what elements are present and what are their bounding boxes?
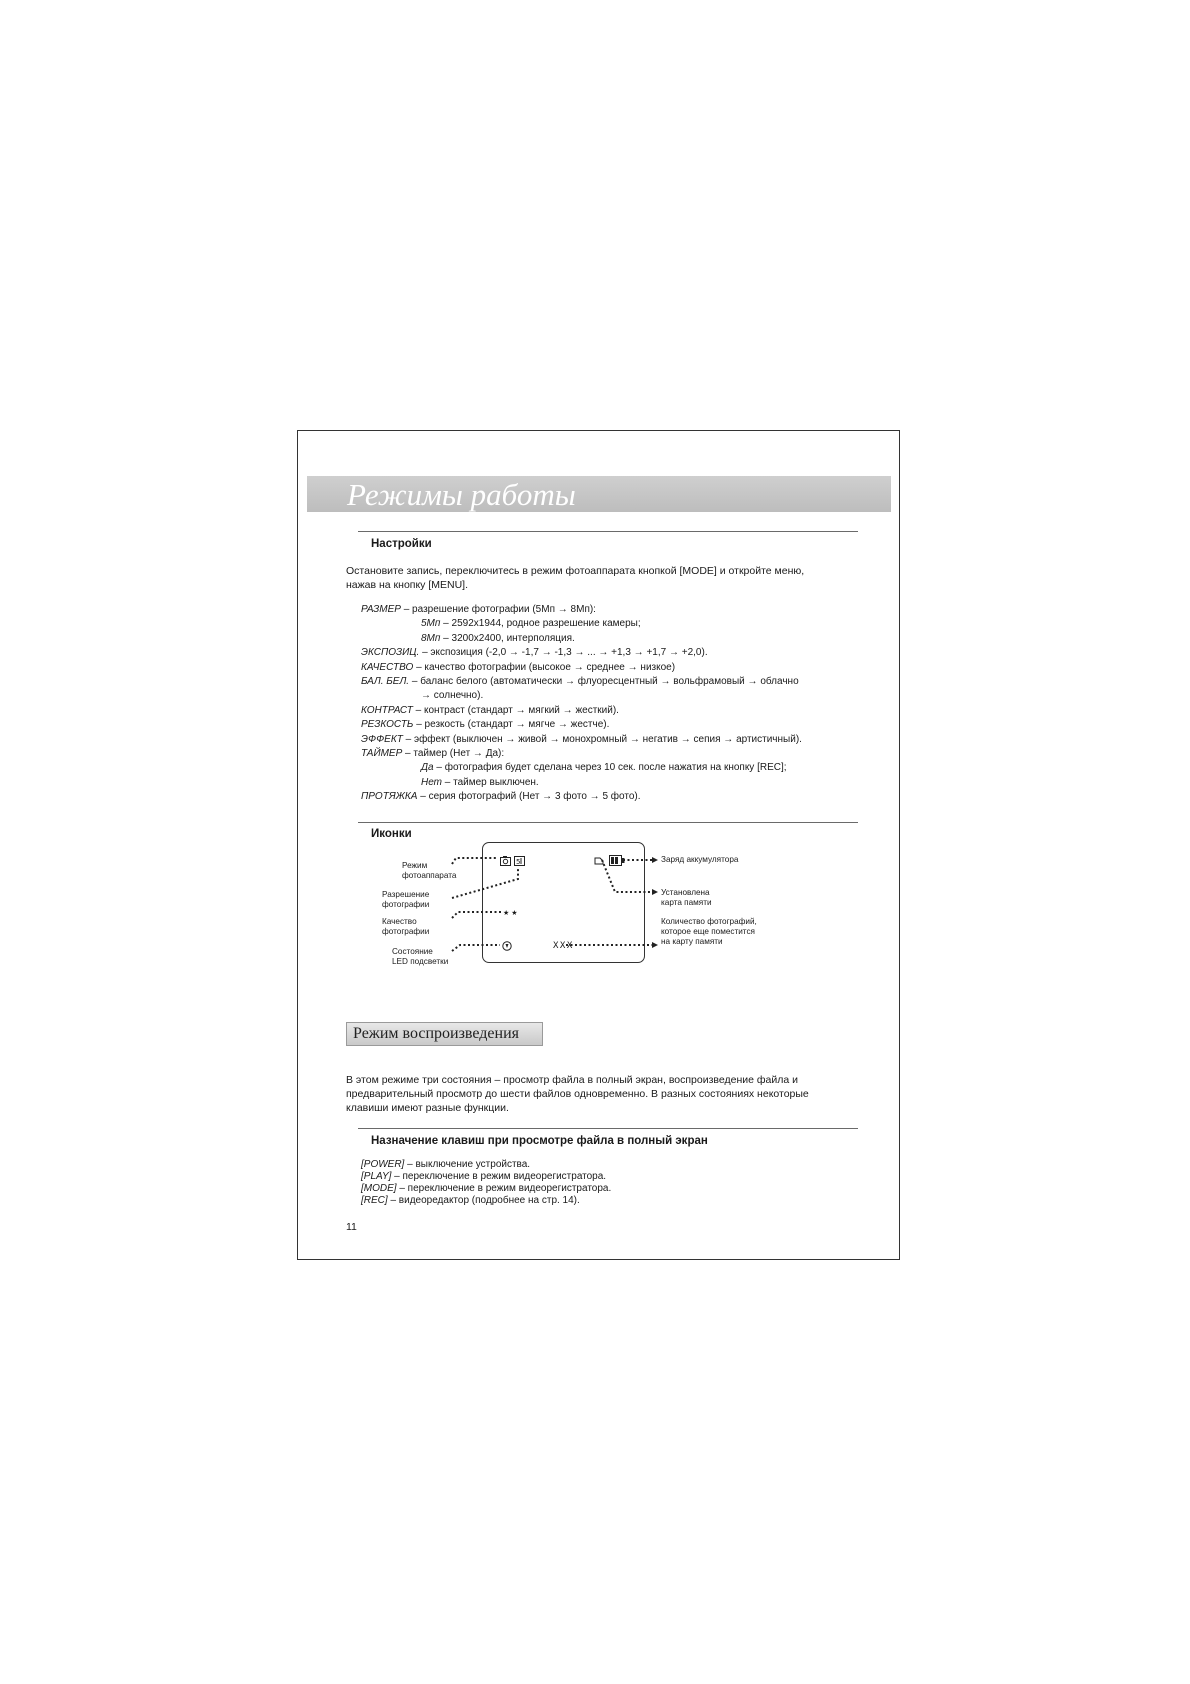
label-line: на карту памяти — [661, 937, 723, 946]
settings-item-text: – серия фотографий (Нет → 3 фото → 5 фото). — [417, 791, 641, 803]
icons-heading: Иконки — [371, 828, 412, 840]
label-line: Качество — [382, 917, 417, 926]
settings-item-text: – фотография будет сделана через 10 сек. после нажатия на кнопку [REC]; — [433, 762, 787, 774]
label-mode — [402, 861, 456, 881]
text-line: предварительный просмотр до шести файлов одновременно. В разных состояниях некоторые — [346, 1088, 809, 1100]
key-description: – переключение в режим видеорегистратора. — [396, 1183, 612, 1194]
page-title: Режимы работы — [347, 477, 576, 512]
label-line: Режим — [402, 861, 428, 870]
key-item — [361, 1159, 530, 1171]
settings-item-text: – таймер выключен. — [442, 776, 539, 788]
settings-item-term: 8Мп — [421, 632, 441, 644]
key-name: [MODE] — [361, 1183, 397, 1194]
settings-item-text: – 2592x1944, родное разрешение камеры; — [440, 618, 641, 630]
page-number: 11 — [346, 1221, 357, 1233]
key-name: [REC] — [361, 1195, 388, 1206]
photo-count: XXX — [553, 941, 574, 951]
settings-item-text: – таймер (Нет → Да): — [402, 748, 505, 759]
settings-heading: Настройки — [371, 538, 432, 550]
settings-item-term: ЭФФЕКТ — [361, 733, 403, 745]
key-description: – видеоредактор (подробнее на стр. 14). — [387, 1195, 580, 1206]
settings-item-text: – эффект (выключен → живой → монохромный → негатив → сепия → артистичный). — [402, 733, 802, 745]
label-line: Установлена — [661, 888, 710, 897]
label-quality — [382, 917, 429, 937]
settings-item-text: – баланс белого (автоматически → флуоресцентный → вольфрамовый → облачно — [409, 676, 799, 687]
label-card — [661, 888, 712, 908]
label-battery — [661, 855, 738, 865]
arrow-icon — [652, 942, 658, 948]
callout-line-resolution — [452, 868, 518, 898]
key-description: – выключение устройства. — [404, 1159, 531, 1170]
text-line: В этом режиме три состояния – просмотр файла в полный экран, воспроизведение файла и — [346, 1074, 798, 1086]
text-line: Остановите запись, переключитесь в режим фотоаппарата кнопкой [MODE] и откройте меню, — [346, 565, 805, 577]
callout-line-mode — [452, 858, 498, 864]
settings-item-term: 5Мп — [421, 618, 441, 630]
label-line: фотоаппарата — [402, 871, 457, 880]
settings-item-text: → солнечно). — [421, 690, 484, 702]
settings-item-term: РЕЗКОСТЬ — [361, 719, 414, 731]
key-description: – переключение в режим видеорегистратора. — [391, 1171, 607, 1182]
settings-item-text: – разрешение фотографии (5Мп → 8Мп): — [400, 604, 596, 615]
label-line: фотографии — [382, 927, 430, 936]
text-line: нажав на кнопку [MENU]. — [346, 579, 469, 591]
callout-line-card — [602, 860, 652, 892]
settings-item-term: КОНТРАСТ — [361, 704, 413, 716]
label-line: которое еще поместится — [661, 927, 755, 936]
settings-item-text: – 3200x2400, интерполяция. — [440, 632, 575, 644]
svg-text:5: 5 — [516, 858, 521, 866]
callout-line-led — [452, 945, 500, 951]
label-line: Количество фотографий, — [661, 917, 757, 926]
settings-item-term: ЭКСПОЗИЦ. — [361, 647, 420, 659]
settings-item-term: РАЗМЕР — [361, 604, 401, 615]
settings-item-text: – контраст (стандарт → мягкий → жесткий). — [412, 704, 619, 716]
settings-item-term: Да — [421, 762, 434, 774]
key-name: [PLAY] — [361, 1171, 392, 1182]
settings-item-term: ТАЙМЕР — [361, 748, 403, 759]
key-name: [POWER] — [361, 1159, 405, 1170]
callout-line-quality — [452, 912, 501, 918]
arrow-icon — [652, 857, 658, 863]
key-item — [361, 1171, 606, 1183]
playback-intro — [346, 1073, 809, 1115]
key-item — [361, 1195, 580, 1207]
key-item — [361, 1183, 611, 1195]
settings-item-text: – резкость (стандарт → мягче → жестче). — [413, 719, 610, 731]
label-line: Разрешение — [382, 890, 430, 899]
settings-item-text: – качество фотографии (высокое → среднее → низкое) — [413, 661, 676, 673]
settings-item-term: БАЛ. БЕЛ. — [361, 676, 410, 687]
label-line: Состояние — [392, 947, 433, 956]
settings-item-term: ПРОТЯЖКА — [361, 791, 418, 803]
playback-title: Режим воспроизведения — [353, 1025, 519, 1042]
arrow-icon — [652, 889, 658, 895]
manual-page — [297, 430, 900, 1260]
label-line: карта памяти — [661, 898, 712, 907]
playback-title-box — [346, 1022, 543, 1046]
label-line: Заряд аккумулятора — [661, 855, 739, 864]
keys-heading: Назначение клавиш при просмотре файла в полный экран — [371, 1135, 708, 1147]
label-line: LED подсветки — [392, 957, 449, 966]
label-resolution — [382, 890, 429, 910]
text-line: клавиши имеют разные функции. — [346, 1102, 509, 1114]
label-led — [392, 947, 448, 967]
settings-item-text: – экспозиция (-2,0 → -1,7 → -1,3 → ... → +1,3 → +1,7 → +2,0). — [419, 647, 708, 659]
settings-item-term: КАЧЕСТВО — [361, 661, 414, 673]
label-count — [661, 917, 757, 947]
quality-stars: ★★ — [503, 910, 520, 917]
label-line: фотографии — [382, 900, 430, 909]
settings-item-term: Нет — [421, 776, 443, 788]
divider — [358, 1128, 858, 1129]
